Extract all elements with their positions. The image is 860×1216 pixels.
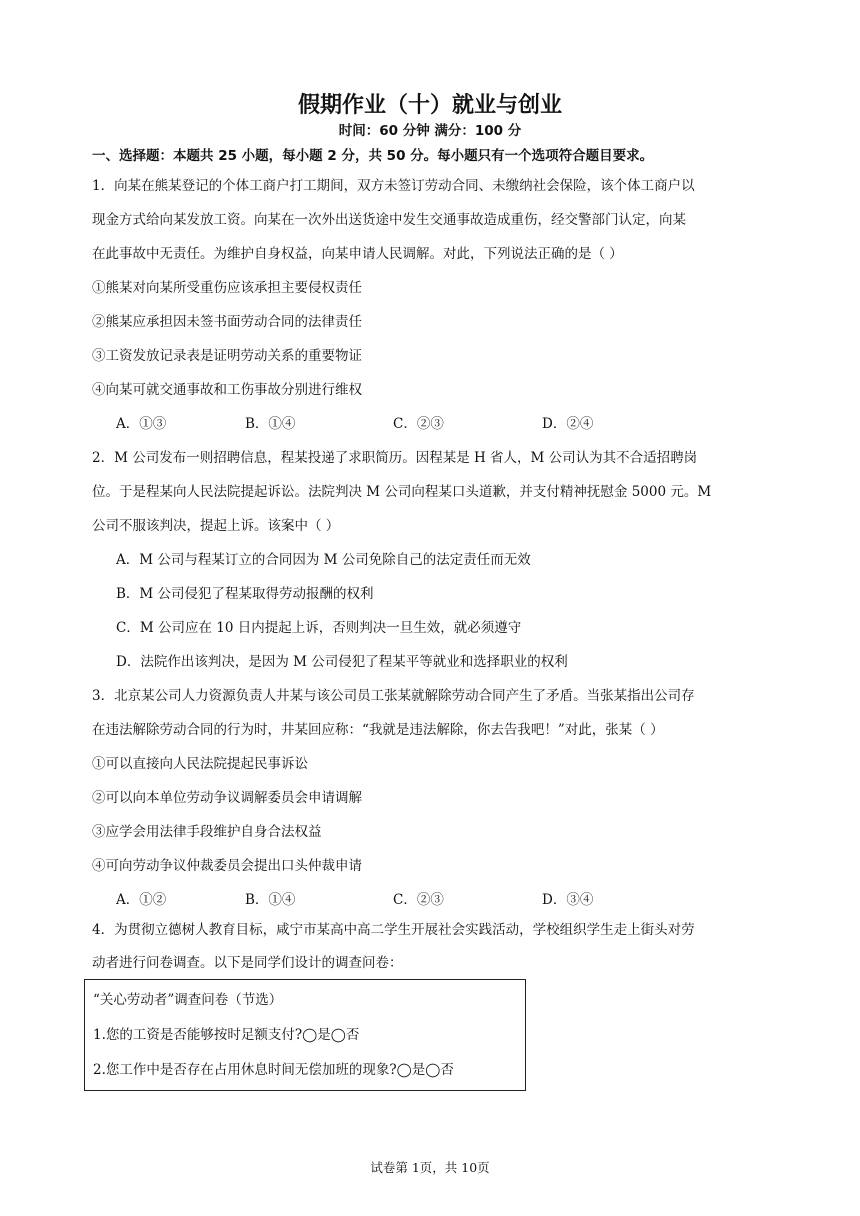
q3-statement: ①可以直接向人民法院提起民事诉讼 [92, 756, 308, 772]
q2-option-d: D．法院作出该判决，是因为 M 公司侵犯了程某平等就业和选择职业的权利 [116, 654, 568, 670]
q3-statement: ②可以向本单位劳动争议调解委员会申请调解 [92, 790, 362, 806]
q1-statement: ②熊某应承担因未签书面劳动合同的法律责任 [92, 314, 362, 330]
q1-stem-line: 在此事故中无责任。为维护自身权益，向某申请人民调解。对此，下列说法正确的是（ ） [92, 246, 623, 262]
survey-question: 2.您工作中是否存在占用休息时间无偿加班的现象?◯是◯否 [93, 1062, 454, 1078]
q1-statement: ④向某可就交通事故和工伤事故分别进行维权 [92, 382, 362, 398]
q3-option-c: C．②③ [393, 892, 444, 908]
q1-option-c: C．②③ [393, 416, 444, 432]
q1-option-d: D．②④ [542, 416, 594, 432]
q2-stem-line: 公司不服该判决，提起上诉。该案中（ ） [92, 518, 340, 534]
q2-option-c: C．M 公司应在 10 日内提起上诉，否则判决一旦生效，就必须遵守 [116, 620, 522, 636]
q3-statement: ④可向劳动争议仲裁委员会提出口头仲裁申请 [92, 858, 362, 874]
survey-box [84, 979, 526, 1091]
q3-option-b: B．①④ [245, 892, 296, 908]
q4-stem-line: 4．为贯彻立德树人教育目标，咸宁市某高中高二学生开展社会实践活动，学校组织学生走上街头对劳 [92, 922, 695, 938]
q1-option-b: B．①④ [245, 416, 296, 432]
section-heading: 一、选择题：本题共 25 小题，每小题 2 分，共 50 分。每小题只有一个选项符合题目要求。 [92, 148, 654, 164]
q1-option-a: A．①③ [116, 416, 167, 432]
q1-statement: ③工资发放记录表是证明劳动关系的重要物证 [92, 348, 362, 364]
survey-question: 1.您的工资是否能够按时足额支付?◯是◯否 [93, 1027, 360, 1043]
page-footer: 试卷第 1页，共 10页 [370, 1160, 490, 1175]
q1-stem-line: 现金方式给向某发放工资。向某在一次外出送货途中发生交通事故造成重伤，经交警部门认定，向某 [92, 212, 686, 228]
q4-stem-line: 动者进行问卷调查。以下是同学们设计的调查问卷： [92, 955, 403, 971]
q1-stem-line: 1．向某在熊某登记的个体工商户打工期间，双方未签订劳动合同、未缴纳社会保险，该个体工商户以 [92, 178, 695, 194]
exam-info: 时间：60 分钟 满分：100 分 [338, 123, 522, 139]
page-title: 假期作业（十）就业与创业 [297, 93, 562, 118]
q2-option-a: A．M 公司与程某订立的合同因为 M 公司免除自己的法定责任而无效 [116, 552, 531, 568]
q3-option-a: A．①② [116, 892, 167, 908]
q2-stem-line: 2．M 公司发布一则招聘信息，程某投递了求职简历。因程某是 H 省人，M 公司认为其不合适招聘岗 [92, 450, 698, 466]
q2-option-b: B．M 公司侵犯了程某取得劳动报酬的权利 [116, 586, 374, 602]
q3-statement: ③应学会用法律手段维护自身合法权益 [92, 824, 322, 840]
q1-statement: ①熊某对向某所受重伤应该承担主要侵权责任 [92, 280, 362, 296]
q3-option-d: D．③④ [542, 892, 594, 908]
q2-stem-line: 位。于是程某向人民法院提起诉讼。法院判决 M 公司向程某口头道歉，并支付精神抚慰金 5000 元。M [92, 484, 712, 500]
survey-title: “关心劳动者”调查问卷（节选） [93, 992, 283, 1008]
q3-stem-line: 在违法解除劳动合同的行为时，井某回应称：“我就是违法解除，你去告我吧！”对此，张某（ ） [92, 722, 664, 738]
q3-stem-line: 3．北京某公司人力资源负责人井某与该公司员工张某就解除劳动合同产生了矛盾。当张某指出公司存 [92, 688, 695, 704]
